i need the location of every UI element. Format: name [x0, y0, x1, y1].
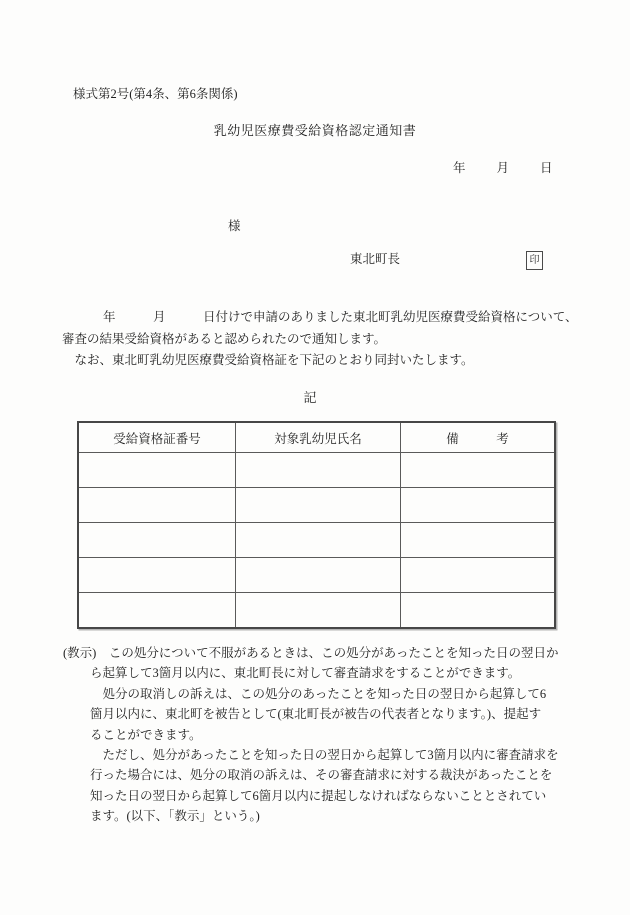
form-number: 様式第2号(第4条、第6条関係): [73, 87, 238, 101]
record-marker: 記: [303, 390, 317, 405]
table-empty-row: [78, 453, 555, 488]
seal-stamp: 印: [526, 251, 543, 270]
body-line: 審査の結果受給資格があると認められたので通知します。: [62, 331, 387, 346]
table-empty-cell: [236, 453, 401, 488]
table-header-cell: 対象乳幼児氏名: [236, 422, 401, 453]
table-empty-cell: [401, 523, 556, 558]
instruction-line: 知った日の翌日から起算して6箇月以内に提起しなければならないこととされてい: [90, 788, 547, 803]
table-empty-cell: [236, 593, 401, 629]
table-empty-cell: [78, 453, 236, 488]
table-header-cell: 備 考: [401, 422, 556, 453]
instruction-line: ます。(以下、「教示」という。): [90, 809, 260, 824]
table-empty-cell: [236, 558, 401, 593]
instruction-line: ただし、処分があったことを知った日の翌日から起算して3箇月以内に審査請求を: [90, 748, 559, 763]
instruction-line: (教示) この処分について不服があるときは、この処分があったことを知った日の翌日か: [63, 646, 559, 660]
table-empty-row: [78, 488, 555, 523]
appeal-instructions: [63, 643, 559, 827]
instruction-line: 行った場合には、処分の取消の訴えは、その審査請求に対する裁決があったことを: [90, 768, 553, 783]
addressee-honorific: 様: [228, 219, 241, 233]
table-header-row: [78, 422, 555, 453]
document-title: 乳幼児医療費受給資格認定通知書: [213, 123, 417, 138]
table-empty-cell: [78, 488, 236, 523]
table-empty-cell: [401, 453, 556, 488]
table-empty-cell: [78, 558, 236, 593]
table-header-cell: 受給資格証番号: [78, 422, 236, 453]
instruction-line: 処分の取消しの訴えは、この処分のあったことを知った日の翌日から起算して6: [90, 686, 547, 701]
instruction-line: ることができます。: [90, 727, 202, 742]
table-empty-cell: [78, 523, 236, 558]
table-empty-cell: [401, 488, 556, 523]
table-empty-cell: [236, 488, 401, 523]
issue-date-line: 年 月 日: [453, 161, 555, 175]
table-empty-row: [78, 558, 555, 593]
instruction-line: 箇月以内に、東北町を被告として(東北町長が被告の代表者となります。)、提起す: [90, 707, 542, 722]
table-empty-cell: [78, 593, 236, 629]
issuer-name: 東北町長: [350, 252, 401, 266]
body-line: 年 月 日付けで申請のありました東北町乳幼児医療費受給資格について、: [103, 310, 578, 324]
table-empty-cell: [236, 523, 401, 558]
table-empty-cell: [401, 558, 556, 593]
body-paragraph: [62, 307, 578, 372]
table-empty-cell: [401, 593, 556, 629]
body-line: なお、東北町乳幼児医療費受給資格証を下記のとおり同封いたします。: [62, 353, 474, 367]
notice-table: [77, 421, 556, 629]
table-empty-row: [78, 593, 555, 629]
table-empty-row: [78, 523, 555, 558]
instruction-line: ら起算して3箇月以内に、東北町長に対して審査請求をすることができます。: [90, 666, 521, 681]
